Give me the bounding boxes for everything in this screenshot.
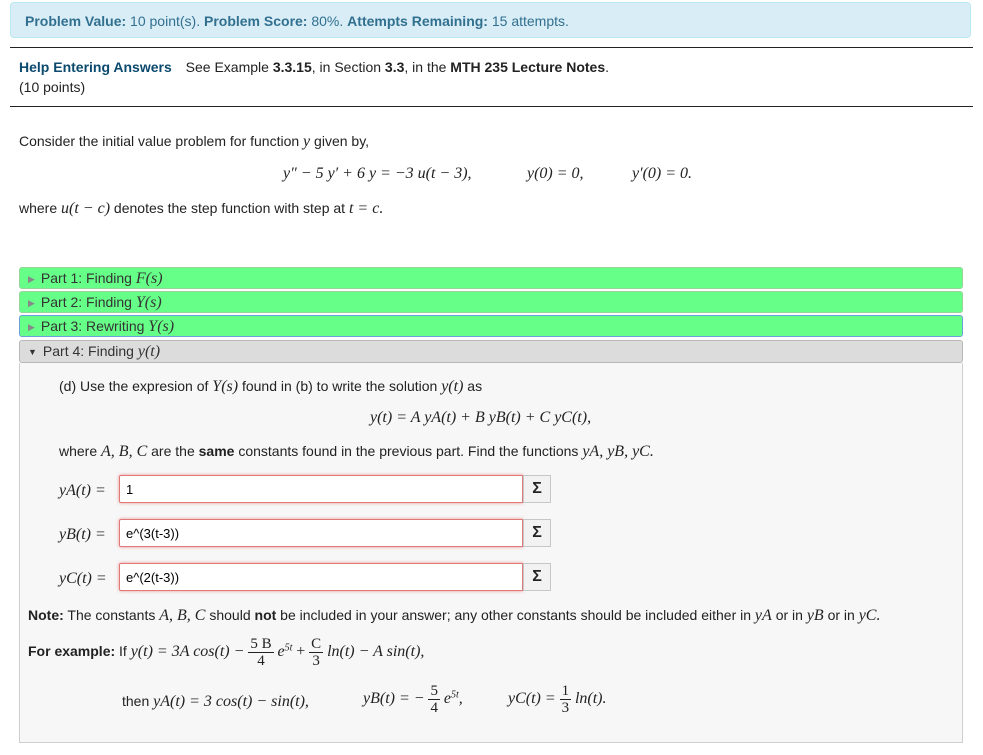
then-yb-pre: yB(t) = −	[363, 690, 425, 708]
note-or-2: or in	[827, 607, 855, 623]
instr-yt: y(t)	[441, 378, 464, 395]
ode-equation: y″ − 5 y′ + 6 y = −3 u(t − 3),	[283, 165, 472, 182]
example-exp-base: e	[277, 643, 285, 661]
then-yc	[508, 683, 607, 716]
chevron-right-icon: ▶	[28, 274, 35, 284]
equation-editor-button-ya[interactable]: Σ	[523, 475, 551, 503]
problem-intro-text: Consider the initial value problem for function	[19, 133, 300, 149]
chevron-right-icon: ▶	[28, 298, 35, 308]
part-4-math: y(t)	[137, 343, 161, 360]
note-or-1: or in	[775, 607, 803, 623]
part-2-math: Y(s)	[135, 294, 162, 311]
where-funcs: yA, yB, yC.	[582, 443, 654, 460]
note-yb: yB	[806, 607, 824, 624]
example-frac1-den: 4	[257, 653, 265, 669]
help-section-number: 3.3	[384, 59, 405, 75]
part-3-header[interactable]	[19, 315, 963, 337]
step-function-text: denotes the step function with step at	[113, 200, 346, 216]
help-divider	[10, 106, 973, 107]
problem-intro-end: given by,	[314, 133, 370, 149]
equation-editor-button-yb[interactable]: Σ	[523, 519, 551, 547]
then-ya: yA(t) = 3 cos(t) − sin(t),	[153, 693, 309, 710]
where-consts: A, B, C	[101, 443, 148, 460]
part-4-panel	[19, 363, 963, 743]
note-yc: yC.	[858, 607, 881, 624]
step-location: t = c.	[348, 200, 384, 217]
then-yb-den: 4	[430, 700, 438, 716]
then-yb-comma: ,	[458, 690, 463, 708]
example-exp-power: 5t	[284, 642, 293, 654]
where-post: constants found in the previous part. Find the functions	[238, 443, 579, 459]
instr-text: (d) Use the expresion of	[59, 378, 209, 394]
then-yb-exp-base: e	[443, 690, 451, 708]
then-yc-fraction	[560, 683, 572, 716]
equation-editor-button-yc[interactable]: Σ	[523, 563, 551, 591]
note-text-3: be included in your answer; any other constants should be included either in	[280, 607, 752, 623]
initial-condition-y0: y(0) = 0,	[527, 165, 584, 182]
part-1-label: Part 1: Finding	[40, 270, 132, 286]
example-eq-end: ln(t) − A sin(t),	[327, 643, 425, 661]
chevron-right-icon: ▶	[28, 322, 35, 332]
help-entering-answers-link[interactable]: Help Entering Answers	[19, 59, 172, 75]
where-text: where	[19, 200, 58, 216]
part-4-header[interactable]	[19, 340, 963, 363]
where-same: same	[198, 443, 235, 459]
example-plus: +	[296, 643, 306, 661]
part-3-math: Y(s)	[148, 318, 175, 335]
part-4-label: Part 4: Finding	[42, 343, 134, 359]
initial-condition-dy0: y′(0) = 0.	[632, 165, 693, 182]
note-text-2: should	[209, 607, 251, 623]
help-line	[19, 59, 609, 75]
help-in-the-text: , in the	[404, 59, 447, 75]
problem-intro	[19, 133, 369, 151]
constants-description	[59, 443, 654, 461]
lecture-notes-link[interactable]: MTH 235 Lecture Notes	[450, 59, 606, 75]
instr-end: as	[467, 378, 483, 394]
example-fraction-2	[309, 636, 323, 669]
attempts-remaining-text: 15 attempts.	[491, 13, 569, 29]
problem-points: (10 points)	[19, 79, 86, 95]
then-yb-exp-power: 5t	[450, 689, 459, 701]
chevron-down-icon: ▼	[28, 347, 37, 357]
example-frac1-num: 5 B	[250, 636, 272, 652]
help-see-text: See Example	[185, 59, 269, 75]
problem-status-banner	[10, 2, 971, 38]
then-yb-num: 5	[430, 683, 438, 699]
note-not: not	[254, 607, 277, 623]
problem-intro-var: y	[303, 133, 311, 150]
example-line	[28, 636, 424, 669]
help-period: .	[605, 59, 610, 75]
answer-input-yc[interactable]	[119, 563, 523, 591]
note-ya: yA	[754, 607, 772, 624]
part-2-label: Part 2: Finding	[40, 294, 132, 310]
part-2-header[interactable]	[19, 291, 963, 313]
answer-label-ya: yA(t) =	[59, 482, 106, 499]
problem-value-text: 10 point(s).	[130, 13, 201, 29]
problem-score-label: Problem Score:	[203, 13, 308, 29]
solution-equation: y(t) = A yA(t) + B yB(t) + C yC(t),	[370, 409, 592, 426]
answer-label-yc: yC(t) =	[59, 570, 107, 587]
instr-mid: found in (b) to write the solution	[241, 378, 438, 394]
then-yb-fraction	[428, 683, 440, 716]
step-function-description	[19, 200, 383, 218]
note-label: Note:	[28, 607, 64, 623]
help-in-section-text: , in Section	[311, 59, 382, 75]
note-consts: A, B, C	[159, 607, 206, 624]
answer-input-ya[interactable]	[119, 475, 523, 503]
problem-value-label: Problem Value:	[25, 13, 127, 29]
attempts-remaining-label: Attempts Remaining:	[347, 13, 488, 29]
part-3-label: Part 3: Rewriting	[40, 318, 145, 334]
note-line	[28, 607, 880, 625]
answer-label-yb: yB(t) =	[59, 526, 106, 543]
then-yc-den: 3	[561, 700, 570, 716]
where-are: are the	[151, 443, 195, 459]
then-text: then	[122, 693, 150, 709]
where-pre: where	[59, 443, 98, 459]
example-frac2-den: 3	[312, 653, 320, 669]
part-4-instruction	[59, 378, 482, 396]
note-text-1: The constants	[67, 607, 156, 623]
instr-Ys: Y(s)	[212, 378, 239, 395]
example-eq-start: y(t) = 3A cos(t) −	[130, 643, 245, 661]
help-example-number: 3.3.15	[272, 59, 312, 75]
then-yb	[363, 683, 463, 716]
top-divider	[10, 47, 973, 48]
step-function-expr: u(t − c)	[61, 200, 111, 217]
part-1-math: F(s)	[135, 270, 163, 287]
then-line	[122, 693, 309, 711]
answer-input-yb[interactable]	[119, 519, 523, 547]
example-fraction-1	[248, 636, 273, 669]
example-frac2-num: C	[311, 636, 322, 652]
problem-score-text: 80%.	[311, 13, 344, 29]
then-yc-pre: yC(t) =	[508, 690, 556, 708]
example-if: If	[119, 643, 127, 660]
example-label: For example:	[28, 643, 116, 660]
part-1-header[interactable]	[19, 267, 963, 289]
then-yc-post: ln(t).	[574, 690, 607, 708]
then-yc-num: 1	[561, 683, 570, 699]
